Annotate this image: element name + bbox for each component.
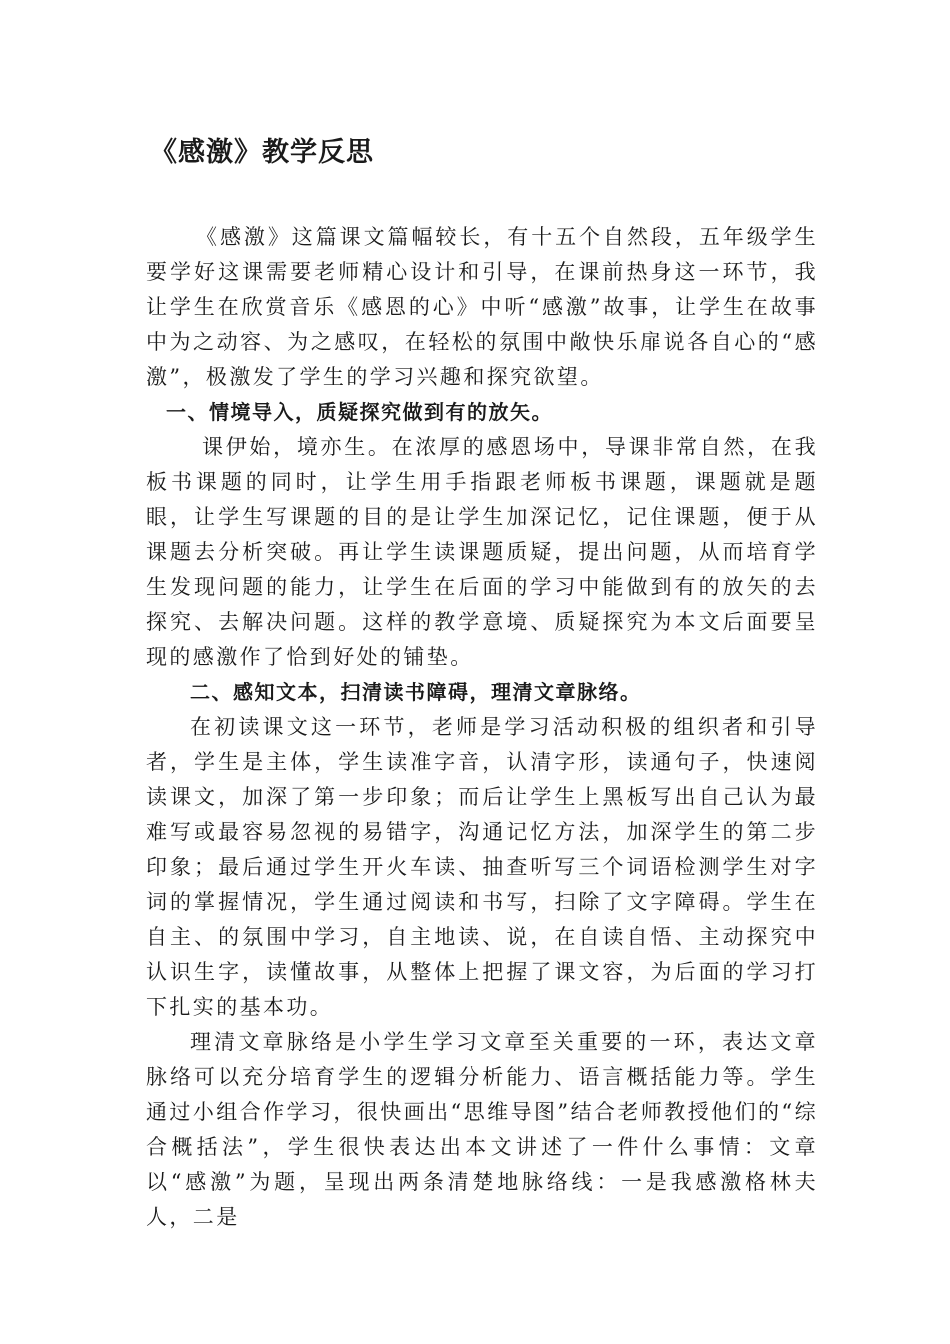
section-heading-1: 一、情境导入，质疑探究做到有的放矢。 <box>166 400 553 424</box>
section-heading-2: 二、感知文本，扫清读书障碍，理清文章脉络。 <box>190 680 642 704</box>
paragraph-section-2b: 理清文章脉络是小学生学习文章至关重要的一环，表达文章脉络可以充分培育学生的逻辑分析能力、语言概括能力等。学生通过小组合作学习，很快画出“思维导图”结合老师教授他们的“综合概括法”，学生很快表达出本文讲述了一件什么事情：文章以“感激”为题，呈现出两条清楚地脉络线：一是我感激格林夫人，二是 <box>146 1030 818 1229</box>
paragraph-section-1: 课伊始，境亦生。在浓厚的感恩场中，导课非常自然，在我板书课题的同时，让学生用手指跟老师板书课题，课题就是题眼，让学生写课题的目的是让学生加深记忆，记住课题，便于从课题去分析突破。再让学生读课题质疑，提出问题，从而培育学生发现问题的能力，让学生在后面的学习中能做到有的放矢的去探究、去解决问题。这样的教学意境、质疑探究为本文后面要呈现的感激作了恰到好处的铺垫。 <box>146 435 818 669</box>
document-body <box>146 220 818 1235</box>
document-title: 《感激》教学反思 <box>150 137 374 168</box>
paragraph-intro: 《感激》这篇课文篇幅较长，有十五个自然段，五年级学生要学好这课需要老师精心设计和引导，在课前热身这一环节，我让学生在欣赏音乐《感恩的心》中听“感激”故事，让学生在故事中为之动容、为之感叹，在轻松的氛围中敞快乐扉说各自心的“感激”，极激发了学生的学习兴趣和探究欲望。 <box>146 225 818 389</box>
paragraph-section-2a: 在初读课文这一环节，老师是学习活动积极的组织者和引导者，学生是主体，学生读准字音，认清字形，读通句子，快速阅读课文，加深了第一步印象；而后让学生上黑板写出自己认为最难写或最容易忽视的易错字，沟通记忆方法，加深学生的第二步印象；最后通过学生开火车读、抽查听写三个词语检测学生对字词的掌握情况，学生通过阅读和书写，扫除了文字障碍。学生在自主、的氛围中学习，自主地读、说，在自读自悟、主动探究中认识生字，读懂故事，从整体上把握了课文容，为后面的学习打下扎实的基本功。 <box>146 715 818 1019</box>
